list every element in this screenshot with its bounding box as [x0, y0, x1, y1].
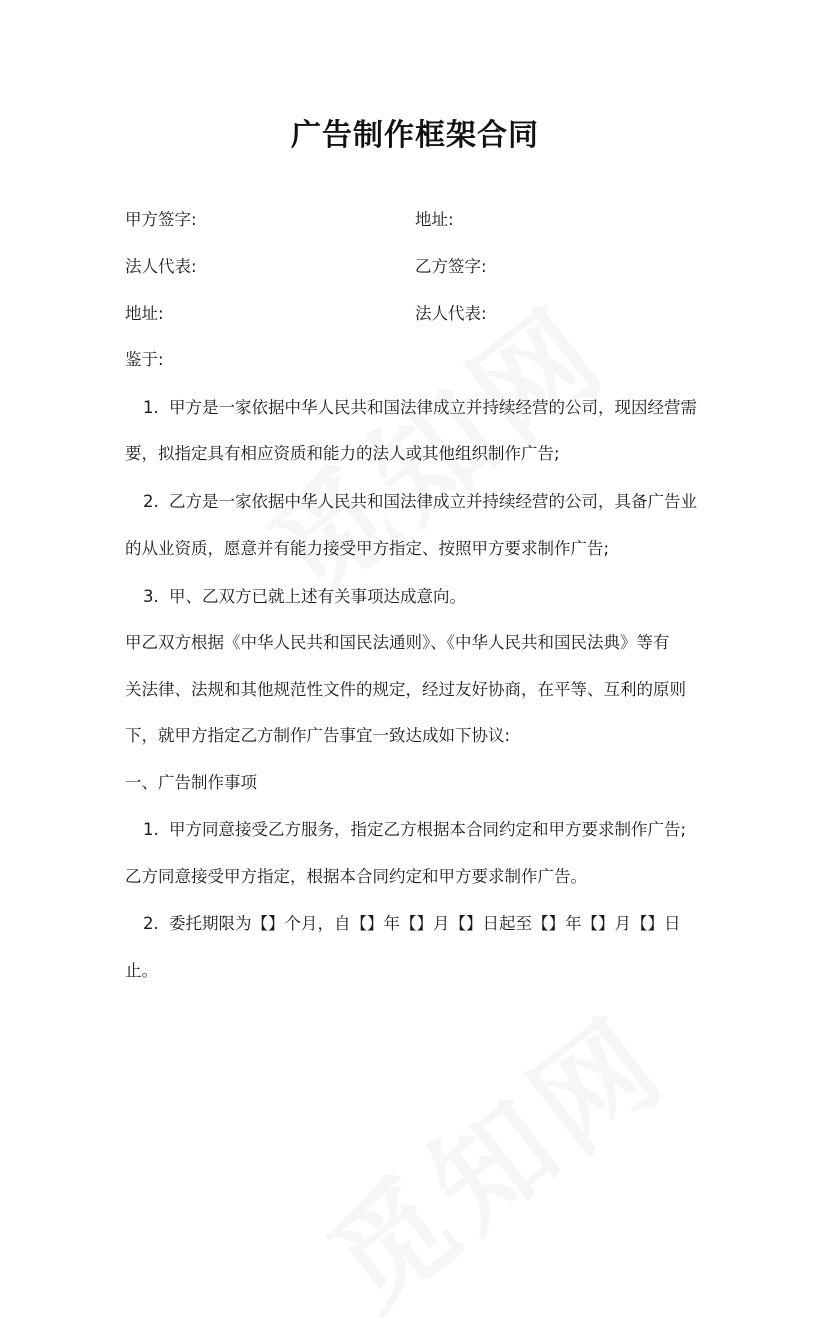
section-1-heading: 一、广告制作事项	[125, 773, 257, 792]
party-a-signature-label: 甲方签字:	[125, 210, 197, 229]
whereas-item-2-line-1	[143, 490, 697, 514]
whereas-heading: 鉴于:	[125, 350, 164, 369]
party-a-representative-label: 法人代表:	[125, 257, 197, 276]
party-b-signature-label: 乙方签字:	[415, 257, 487, 276]
party-b-address-label: 地址:	[125, 304, 164, 323]
section-1-item-2-line-1	[143, 912, 681, 936]
preamble-line-3: 下，就甲方指定乙方制作广告事宜一致达成如下协议:	[125, 726, 511, 745]
section-1-item-1-text: 甲方同意接受乙方服务，指定乙方根据本合同约定和甲方要求制作广告;	[169, 820, 687, 839]
party-a-address-label: 地址:	[415, 210, 454, 229]
section-1-item-2-text: 委托期限为【】个月，自【】年【】月【】日起至【】年【】月【】日	[169, 914, 681, 933]
preamble-line-1: 甲乙双方根据《中华人民共和国民法通则》、《中华人民共和国民法典》等有	[125, 633, 670, 652]
whereas-item-2-number: 2.	[143, 492, 159, 511]
party-b-representative-label: 法人代表:	[415, 304, 487, 323]
whereas-item-3-text: 甲、乙双方已就上述有关事项达成意向。	[169, 587, 466, 606]
section-1-item-1-line-1	[143, 818, 686, 842]
whereas-item-2-text: 乙方是一家依据中华人民共和国法律成立并持续经营的公司，具备广告业	[169, 492, 697, 511]
whereas-item-1-line-1	[143, 396, 697, 420]
whereas-item-1-number: 1.	[143, 398, 159, 417]
preamble-line-2: 关法律、法规和其他规范性文件的规定，经过友好协商，在平等、互利的原则	[125, 680, 686, 699]
watermark	[288, 970, 695, 1340]
section-1-item-1-line-2: 乙方同意接受甲方指定，根据本合同约定和甲方要求制作广告。	[125, 867, 587, 886]
section-1-item-2-line-2: 止。	[125, 961, 158, 980]
whereas-item-3-number: 3.	[143, 587, 159, 606]
whereas-item-1-text: 甲方是一家依据中华人民共和国法律成立并持续经营的公司，现因经营需	[169, 398, 697, 417]
section-1-item-1-number: 1.	[143, 820, 159, 839]
whereas-item-3-line-1	[143, 585, 466, 609]
document-title: 广告制作框架合同	[291, 118, 539, 153]
whereas-item-1-line-2: 要，拟指定具有相应资质和能力的法人或其他组织制作广告;	[125, 444, 560, 463]
section-1-item-2-number: 2.	[143, 914, 159, 933]
whereas-item-2-line-2: 的从业资质，愿意并有能力接受甲方指定、按照甲方要求制作广告;	[125, 539, 610, 558]
